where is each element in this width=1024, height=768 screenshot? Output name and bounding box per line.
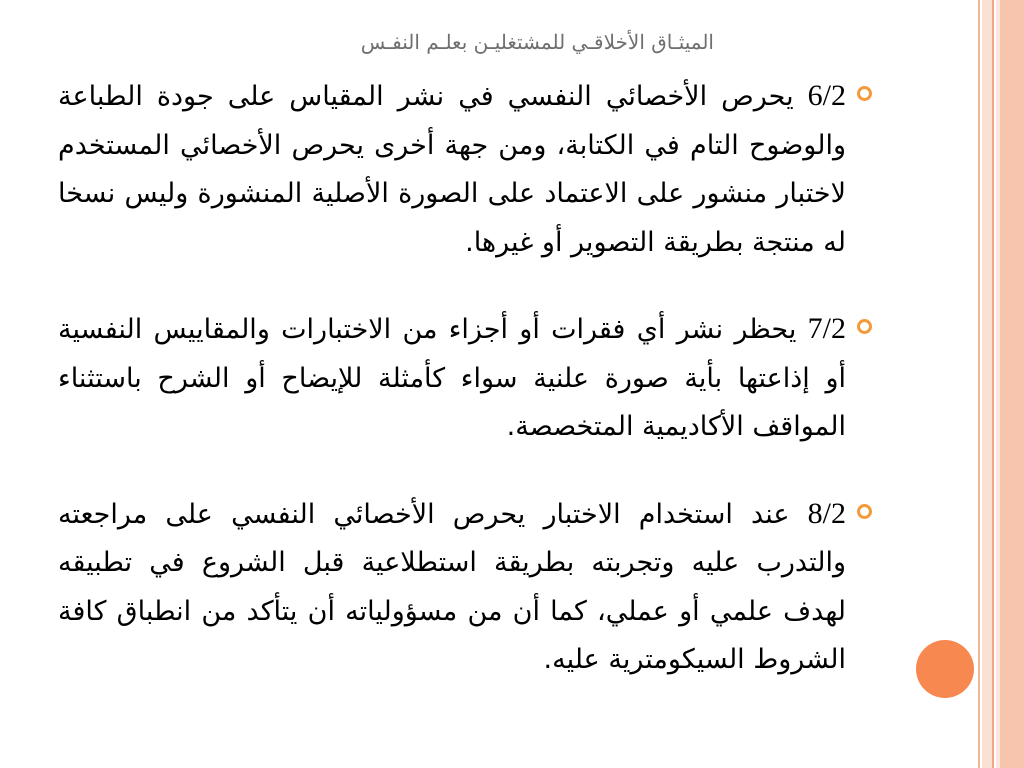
- orange-ring-bullet-icon: [857, 86, 872, 101]
- item-number: 7/2: [807, 312, 846, 345]
- item-body: عند استخدام الاختبار يحرص الأخصائي النفسي على مراجعته والتدرب عليه وتجربته بطريقة استطلاعية قبل الشروع في تطبيقه لهدف علمي أو عملي، كما أن من مسؤولياته أن يتأكد من انطباق كافة الشروط السيكومترية عليه.: [58, 498, 846, 675]
- bullet-item: [58, 305, 894, 452]
- bullet-text: [58, 490, 846, 685]
- border-stripe: [1000, 0, 1024, 768]
- border-stripe: [978, 0, 980, 768]
- bullet-item: [58, 490, 894, 685]
- item-number: 6/2: [807, 79, 846, 112]
- bullet-text: [58, 305, 846, 452]
- border-stripe: [992, 0, 994, 768]
- item-body: يحظر نشر أي فقرات أو أجزاء من الاختبارات والمقاييس النفسية أو إذاعتها بأية صورة علنية سواء كأمثلة للإيضاح أو الشرح باستثناء المواقف الأكاديمية المتخصصة.: [58, 314, 846, 442]
- orange-ring-bullet-icon: [857, 504, 872, 519]
- border-stripe: [982, 0, 992, 768]
- orange-ring-bullet-icon: [857, 319, 872, 334]
- item-body: يحرص الأخصائي النفسي في نشر المقياس على جودة الطباعة والوضوح التام في الكتابة، ومن جهة أخرى يحرص الأخصائي المستخدم لاختبار منشور على الاعتماد على الصورة الأصلية المنشورة وليس نسخا له منتجة بطريقة التصوير أو غيرها.: [58, 81, 846, 258]
- bullet-text: [58, 72, 846, 267]
- item-number: 8/2: [807, 496, 846, 530]
- bullet-item: [58, 72, 894, 267]
- slide-title: الميثـاق الأخلاقـي للمشتغليـن بعلـم النفـس: [360, 30, 714, 54]
- decorative-circle: [916, 640, 974, 698]
- bullet-list: [58, 72, 894, 685]
